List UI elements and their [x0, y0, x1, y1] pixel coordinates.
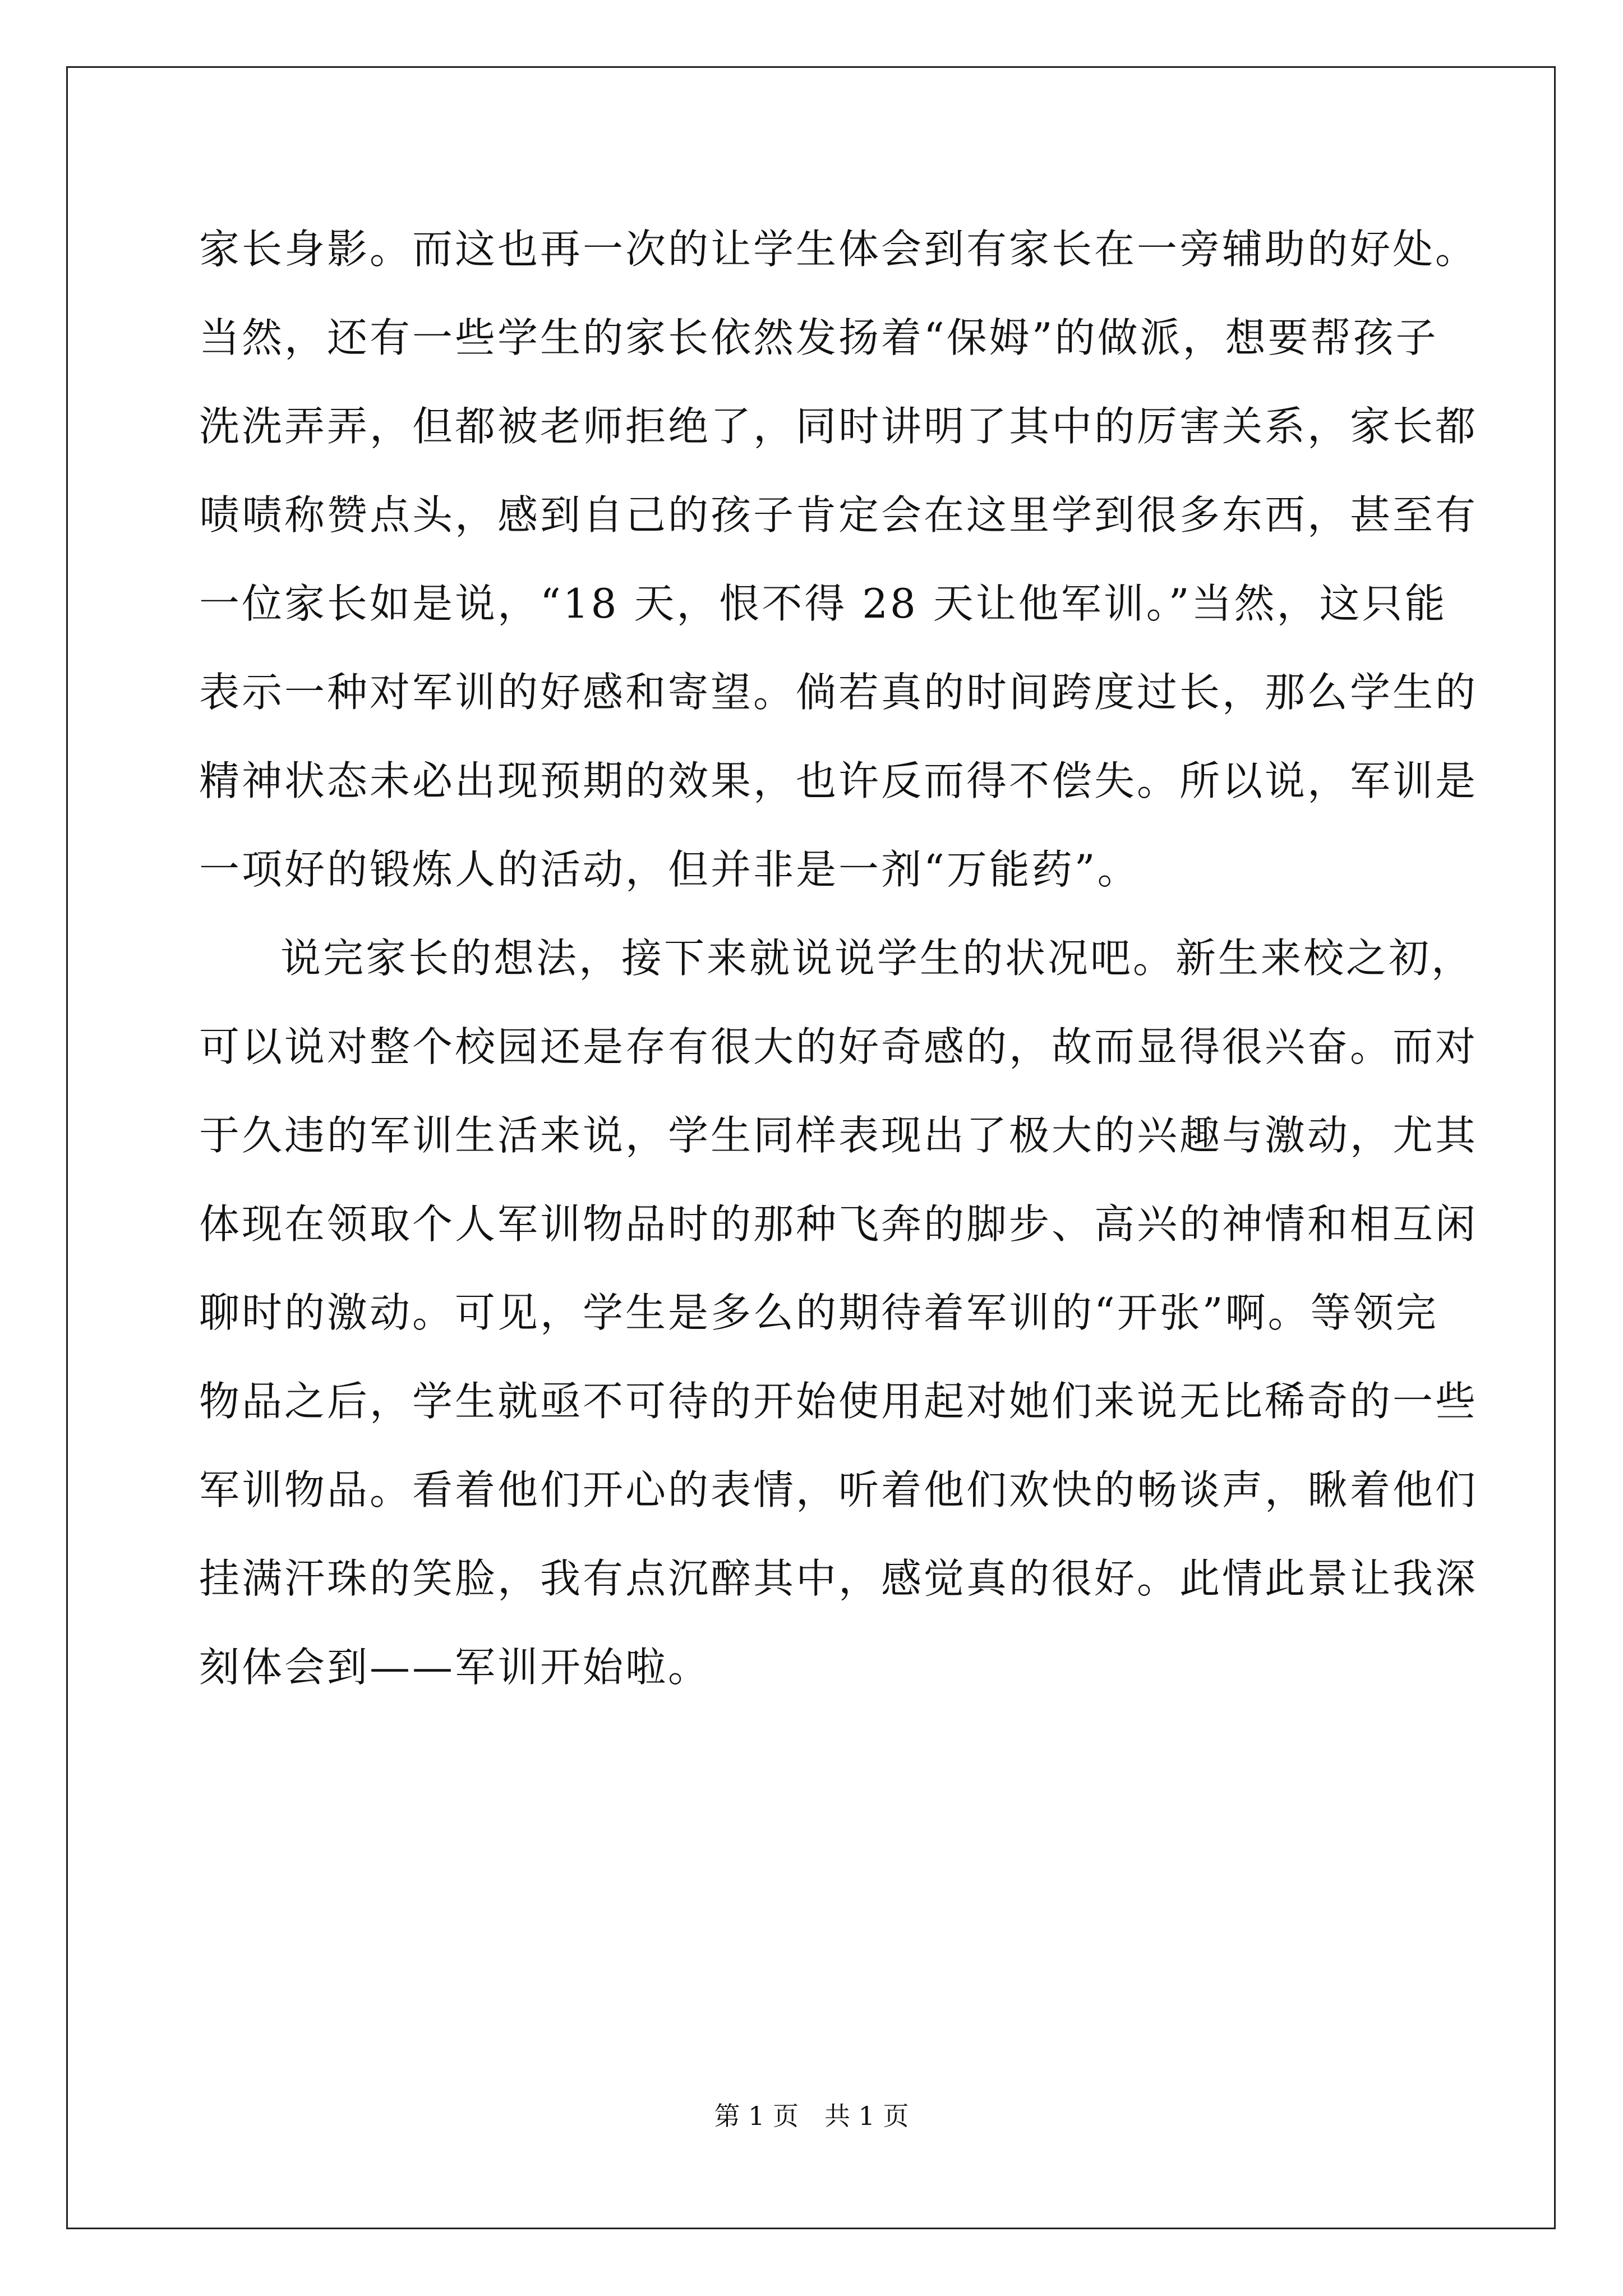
text-line: 精神状态未必出现预期的效果，也许反而得不偿失。所以说，军训是	[199, 757, 1478, 804]
page-number: 第 1 页 共 1 页	[714, 2101, 909, 2131]
document-body	[199, 205, 1478, 1711]
text-line: 当然，还有一些学生的家长依然发扬着“保姆”的做派，想要帮孩子	[199, 314, 1438, 361]
text-line: 挂满汗珠的笑脸，我有点沉醉其中，感觉真的很好。此情此景让我深	[199, 1555, 1478, 1602]
text-line: 家长身影。而这也再一次的让学生体会到有家长在一旁辅助的好处。	[199, 226, 1478, 273]
text-line: 洗洗弄弄，但都被老师拒绝了，同时讲明了其中的厉害关系，家长都	[199, 403, 1478, 450]
text-line: 刻体会到——军训开始啦。	[199, 1644, 711, 1691]
text-line: 体现在领取个人军训物品时的那种飞奔的脚步、高兴的神情和相互闲	[199, 1200, 1478, 1248]
text-line: 说完家长的想法，接下来就说说学生的状况吧。新生来校之初，	[280, 935, 1474, 982]
text-line: 一位家长如是说，“18 天，恨不得 28 天让他军训。”当然，这只能	[199, 580, 1447, 627]
text-line: 物品之后，学生就亟不可待的开始使用起对她们来说无比稀奇的一些	[199, 1378, 1478, 1425]
text-line: 军训物品。看着他们开心的表情，听着他们欢快的畅谈声，瞅着他们	[199, 1466, 1478, 1513]
text-line: 表示一种对军训的好感和寄望。倘若真的时间跨度过长，那么学生的	[199, 669, 1478, 716]
text-line: 一项好的锻炼人的活动，但并非是一剂“万能药”。	[199, 846, 1140, 893]
text-line: 啧啧称赞点头，感到自己的孩子肯定会在这里学到很多东西，甚至有	[199, 491, 1478, 539]
text-line: 于久违的军训生活来说，学生同样表现出了极大的兴趣与激动，尤其	[199, 1112, 1478, 1159]
text-line: 聊时的激动。可见，学生是多么的期待着军训的“开张”啊。等领完	[199, 1289, 1438, 1336]
text-line: 可以说对整个校园还是存有很大的好奇感的，故而显得很兴奋。而对	[199, 1023, 1478, 1070]
